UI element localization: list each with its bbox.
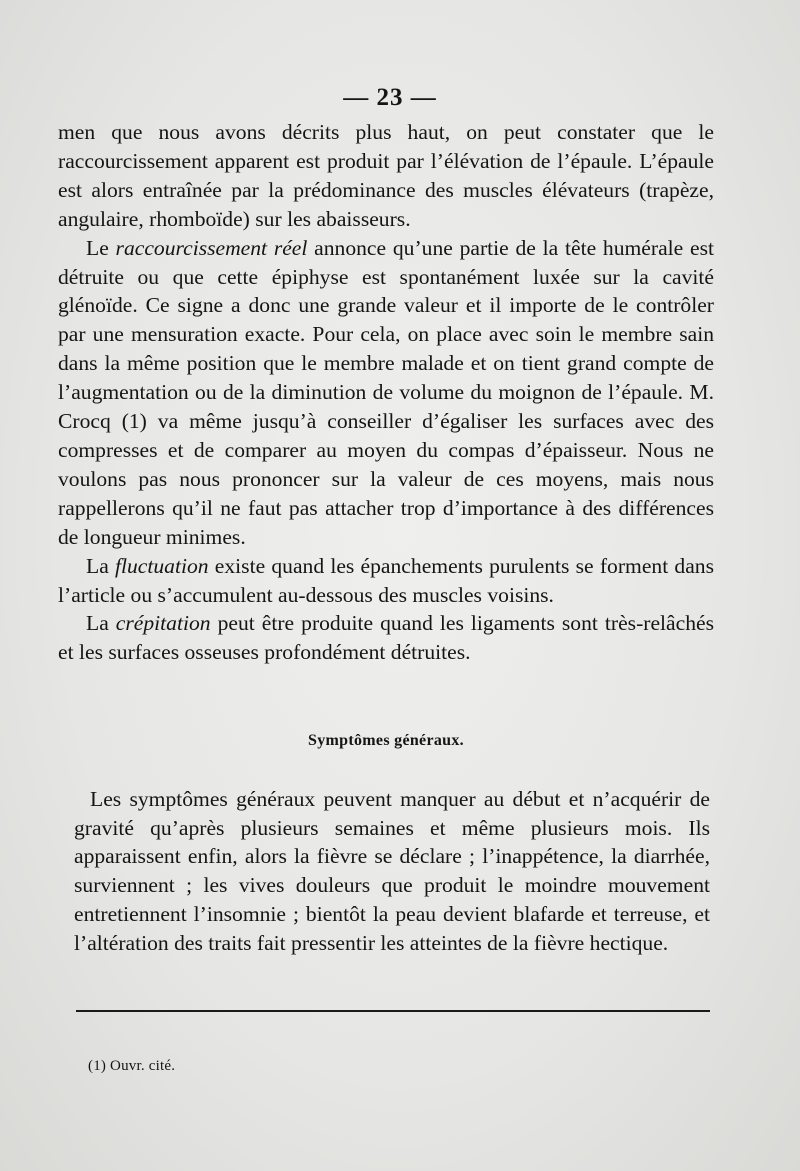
paragraph — [58, 234, 714, 552]
page-number: — 23 — — [343, 84, 437, 111]
text-segment: existe quand les épanchements purulents se forment dans l’article ou s’accumulent au-dessous des muscles voisins. — [58, 553, 714, 607]
section-heading: Symptômes généraux. — [308, 732, 464, 749]
text-segment: La — [86, 611, 116, 636]
paragraph — [58, 552, 714, 610]
text-segment: annonce qu’une partie de la tête humérale est détruite ou que cette épiphyse est spontanément luxée sur la cavité glénoïde. Ce signe a donc une grande valeur et il importe de le contrôler par une mensuration exacte. Pour cela, on place avec soin le membre sain dans la même position que le membre malade et on tient grand compte de l’augmentation ou de la diminution de volume du moignon de l’épaule. M. Crocq (1) va même jusqu’à conseiller d’égaliser les surfaces avec des compresses et de comparer au moyen du compas d’épaisseur. Nous ne voulons pas nous prononcer sur la valeur de ces moyens, mais nous rappellerons qu’il ne faut pas attacher trop d’importance à des différences de longueur minimes. — [58, 235, 714, 549]
footnote-divider — [76, 1010, 710, 1012]
paragraph — [74, 785, 710, 957]
footnote: (1) Ouvr. cité. — [88, 1058, 176, 1074]
italic-term: raccourcissement réel — [115, 235, 308, 260]
text-segment: men que nous avons décrits plus haut, on peut constater que le raccourcissement apparent est produit par l’élévation de l’épaule. L’épaule est alors entraînée par la prédominance des muscles élévateurs (trapèze, angulaire, rhomboïde) sur les abaisseurs. — [58, 120, 714, 231]
body-text-top — [58, 118, 714, 667]
text-segment: peut être produite quand les ligaments sont très-relâchés et les surfaces osseuses profondément détruites. — [58, 611, 714, 665]
italic-term: fluctuation — [115, 553, 209, 578]
paragraph — [58, 118, 714, 234]
body-text-bottom — [74, 785, 710, 957]
italic-term: crépitation — [115, 611, 211, 636]
text-segment: La — [86, 553, 115, 578]
text-segment: Les symptômes généraux peuvent manquer au début et n’acquérir de gravité qu’après plusieurs semaines et même plusieurs mois. Ils apparaissent enfin, alors la fièvre se déclare ; l’inappétence, la diarrhée, surviennent ; les vives douleurs que produit le moindre mouvement entretiennent l’insomnie ; bientôt la peau devient blafarde et terreuse, et l’altération des traits fait pressentir les atteintes de la fièvre hectique. — [74, 787, 710, 955]
paragraph — [58, 609, 714, 667]
text-segment: Le — [86, 235, 116, 260]
